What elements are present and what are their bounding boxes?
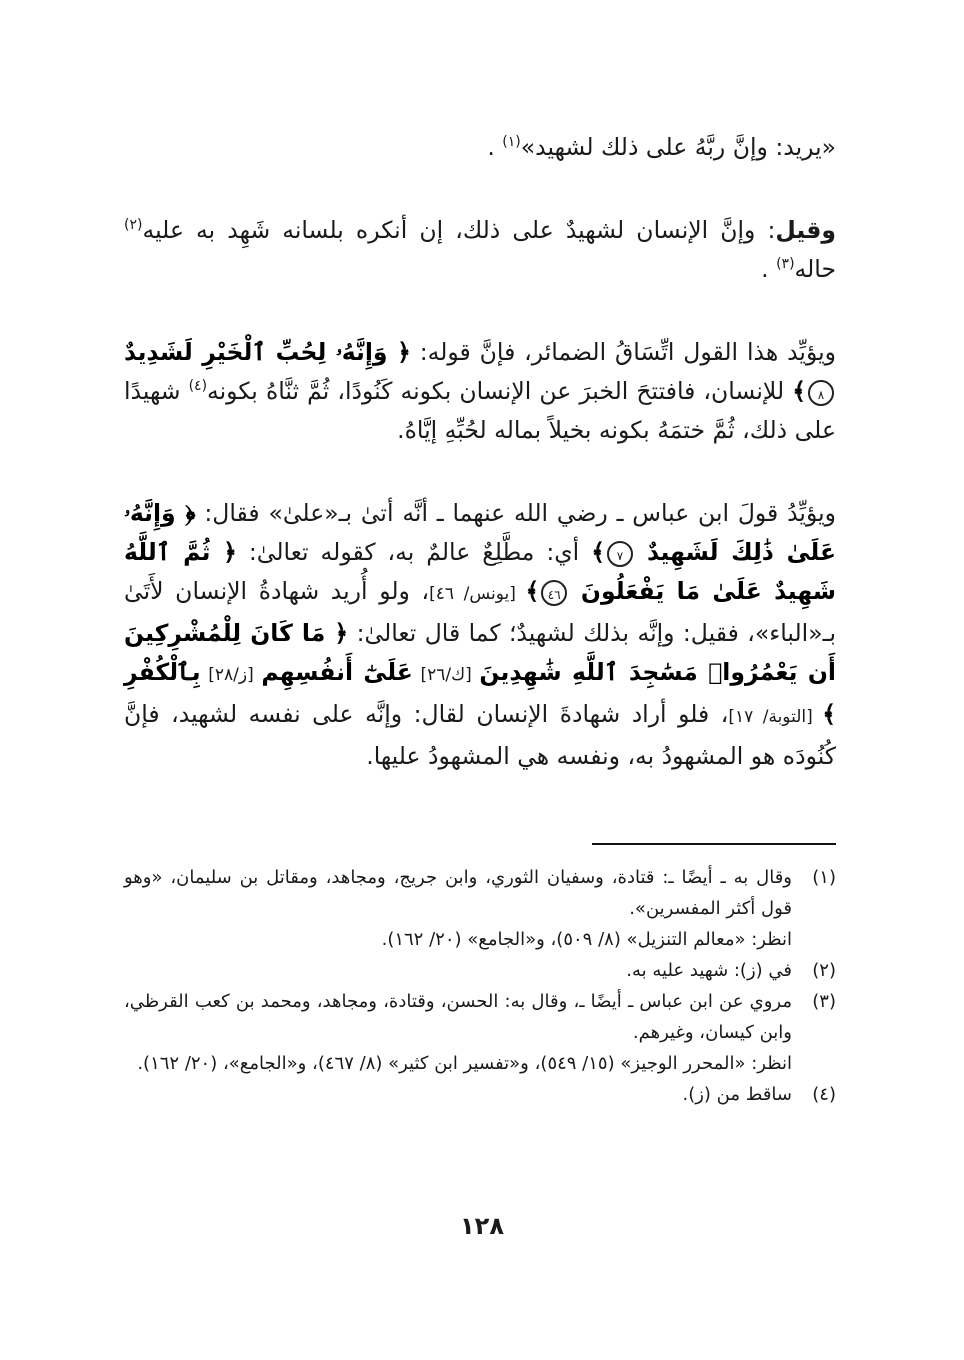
verse-reference: [يونس/ ٤٦] xyxy=(429,584,526,604)
ayah-number-marker: ٧ xyxy=(607,541,633,567)
paragraph-text: أي: مطَّلِعٌ عالمٌ به، كقوله تعالىٰ: xyxy=(236,538,592,566)
paragraph-text: شهيدًا على ذلك، ثُمَّ ختمَهُ بكونه بخيلاً بماله لحُبِّهِ إيَّاهُ. xyxy=(124,377,836,444)
paragraph-4 xyxy=(124,494,836,776)
footnote-number: (٢) xyxy=(812,960,836,981)
footnote-marker[interactable]: (٣) xyxy=(776,256,795,273)
footnote-body xyxy=(124,986,792,1079)
paragraph-1 xyxy=(124,128,836,167)
paragraph-text: حاله xyxy=(794,255,836,283)
footnote-separator xyxy=(592,843,836,845)
paragraph-text: : وإنَّ الإنسان لشهيدٌ على ذلك، إن أنكره بلسانه شَهِد به عليه xyxy=(142,216,776,244)
footnote-marker[interactable]: (٤) xyxy=(188,378,208,395)
paragraph-2 xyxy=(124,211,836,289)
footnote-number: (٤) xyxy=(812,1084,836,1105)
footnote-body xyxy=(124,862,792,955)
page-number: ١٢٨ xyxy=(460,1212,504,1240)
footnote xyxy=(124,1079,836,1110)
paragraph-text: ، ولو أُريد شهادةُ الإنسان لأَتَىٰ بـ«الباء»، فقيل: وإنَّه بذلك لشهيدٌ؛ كما قال تعالىٰ: xyxy=(124,577,836,647)
paragraph-3 xyxy=(124,333,836,450)
quran-verse: عَلَىٰٓ أَنفُسِهِم xyxy=(261,658,413,686)
manuscript-reference: [ز/٢٨] xyxy=(200,665,262,685)
footnote-line: انظر: «المحرر الوجيز» (١٥/ ٥٤٩)، و«تفسير ابن كثير» (٨/ ٤٦٧)، و«الجامع»، (٢٠/ ١٦٢). xyxy=(137,1053,792,1074)
paragraph-text: ويؤيِّد هذا القول اتِّسَاقُ الضمائر، فإنَّ قوله: xyxy=(410,338,836,366)
quran-bracket: ﴾ xyxy=(591,538,605,566)
footnote-marker[interactable]: (١) xyxy=(502,134,521,151)
quran-verse: ﴿ وَإِنَّهُۥ عَلَىٰ ذَٰلِكَ لَشَهِيدٌ xyxy=(124,499,836,566)
footnote-number: (١) xyxy=(812,867,836,888)
quran-bracket: ﴾ xyxy=(525,577,540,605)
paragraph-text: ، فلو أراد شهادةَ الإنسان لقال: وإنَّه على نفسه لشهيد، فإنَّ كُنُودَه هو المشهودُ به، ونفسه هي المشهودُ عليها. xyxy=(124,700,836,770)
footnote xyxy=(124,955,836,986)
footnote-line: ساقط من (ز). xyxy=(682,1084,792,1105)
footnote-line: مروي عن ابن عباس ـ أيضًا ـ، وقال به: الحسن، وقتادة، ومجاهد، ومحمد بن كعب القرظي، وابن كيسان، وغيرهم. xyxy=(124,991,792,1043)
ayah-number-marker: ٨ xyxy=(808,380,834,406)
quran-verse: ﴿ وَإِنَّهُۥ لِحُبِّ ٱلْخَيْرِ لَشَدِيدٌ xyxy=(124,338,411,366)
paragraph-text: «يريد: وإنَّ ربَّهُ على ذلك لشهيد» xyxy=(520,133,836,161)
footnote-line: انظر: «معالم التنزيل» (٨/ ٥٠٩)، و«الجامع» (٢٠/ ١٦٢). xyxy=(381,929,792,950)
quran-verse: ﴿ ثُمَّ ٱللَّهُ شَهِيدٌ عَلَىٰ مَا يَفْعَلُونَ xyxy=(124,538,836,605)
quran-verse: ﴿ مَا كَانَ لِلْمُشْرِكِينَ أَن يَعْمُرُوا۟ مَسَٰجِدَ ٱللَّهِ شَٰهِدِينَ xyxy=(124,619,836,686)
paragraph-end: . xyxy=(487,133,495,161)
paragraph-end: . xyxy=(761,255,769,283)
footnote-number: (٣) xyxy=(812,991,836,1012)
paragraph-text: للإنسان، فافتتحَ الخبرَ عن الإنسان بكونه كَنُودًا، ثُمَّ ثنَّاهُ بكونه xyxy=(207,377,793,405)
paragraph-text: ويؤيِّدُ قولَ ابن عباس ـ رضي الله عنهما ـ أنَّه أتىٰ بـ«علىٰ» فقال: xyxy=(195,499,836,527)
quran-verse: بِٱلْكُفْرِ ﴾ xyxy=(124,658,836,728)
verse-reference: [التوبة/ ١٧] xyxy=(728,707,823,727)
footnote-line: في (ز): شهيد عليه به. xyxy=(626,960,792,981)
ayah-number-marker: ٤٦ xyxy=(541,580,567,606)
footnote-marker[interactable]: (٢) xyxy=(124,217,143,234)
footnote-body xyxy=(124,955,792,986)
footnote xyxy=(124,862,836,955)
paragraph-lead: وقيل xyxy=(775,216,836,244)
footnote-body xyxy=(124,1079,792,1110)
footnote xyxy=(124,986,836,1079)
manuscript-reference: [ك/٢٦] xyxy=(412,665,480,685)
footnotes xyxy=(124,862,836,1110)
footnote-line: وقال به ـ أيضًا ـ: قتادة، وسفيان الثوري، وابن جريج، ومجاهد، ومقاتل بن سليمان، «وهو قول أكثر المفسرين». xyxy=(124,867,792,919)
quran-bracket: ﴾ xyxy=(792,377,806,405)
main-text xyxy=(124,128,836,776)
